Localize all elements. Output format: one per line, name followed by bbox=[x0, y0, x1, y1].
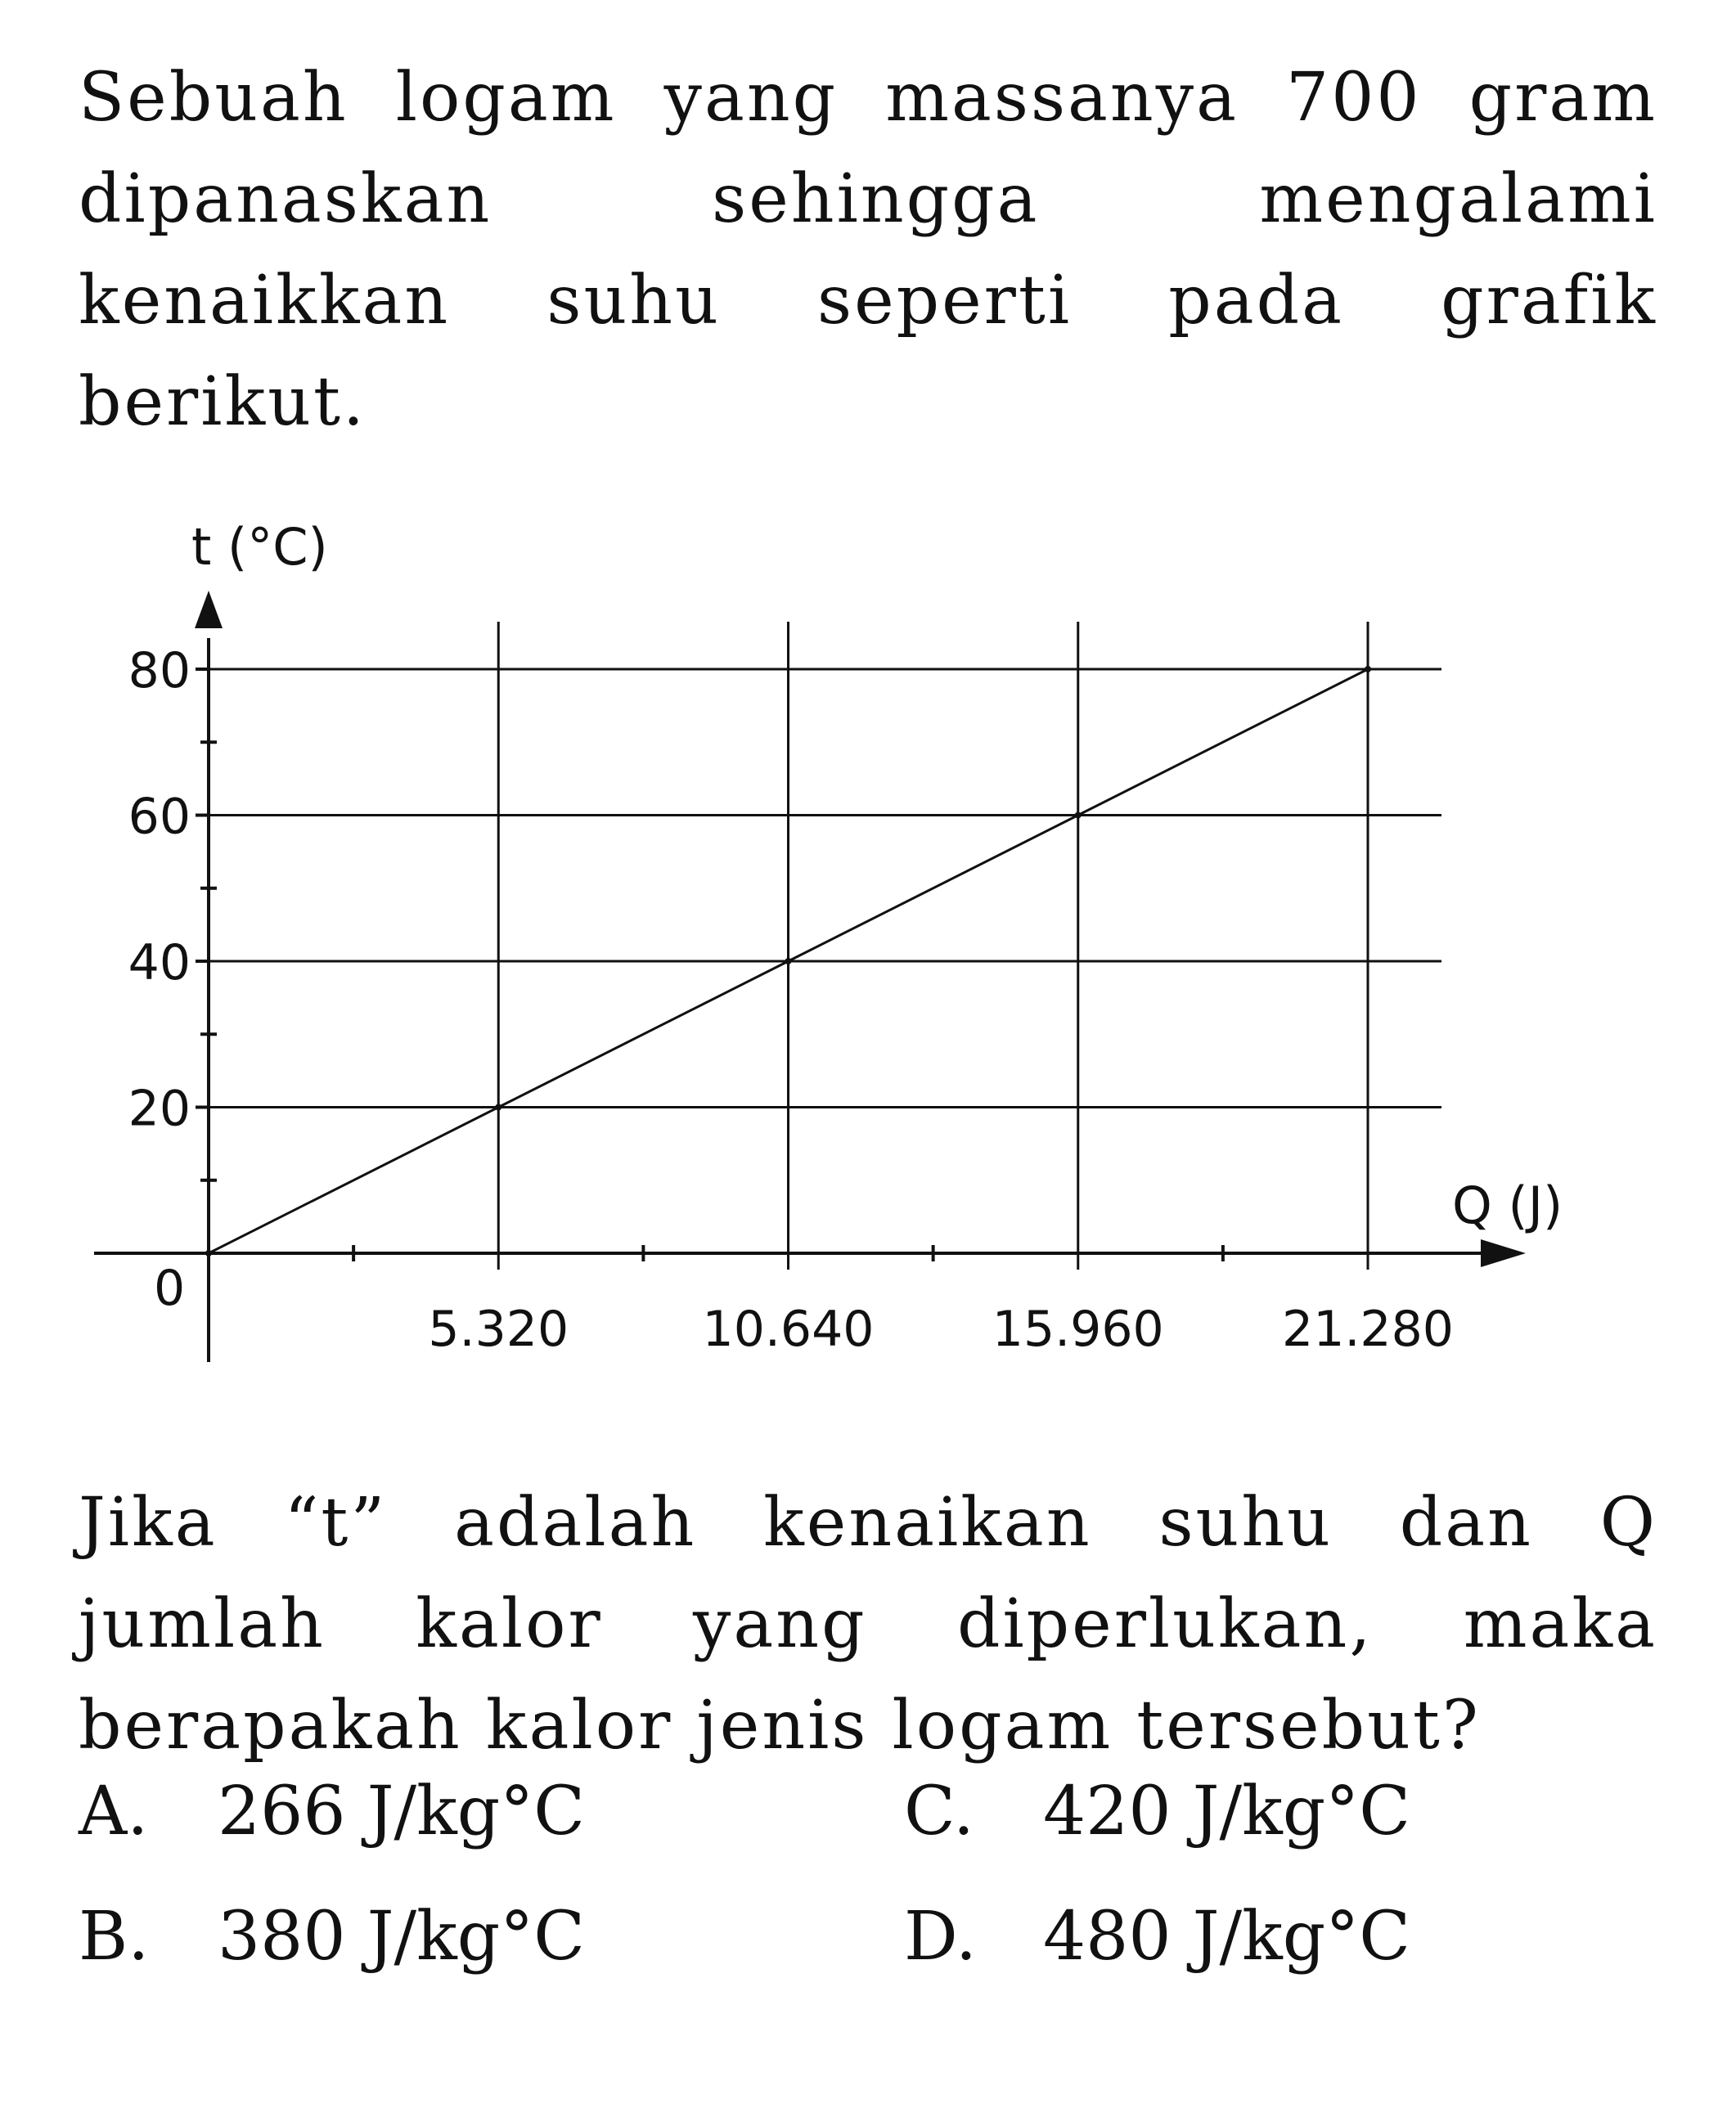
option-d[interactable] bbox=[904, 1896, 1410, 1978]
option-b[interactable] bbox=[79, 1896, 585, 1978]
option-b-value: 380 J/kg°C bbox=[218, 1898, 585, 1976]
option-b-letter: B. bbox=[79, 1898, 150, 1976]
y-tick-labels bbox=[128, 642, 191, 1138]
x-tick-label: 5.320 bbox=[428, 1301, 569, 1358]
x-tick-label: 10.640 bbox=[702, 1301, 875, 1358]
option-d-value: 480 J/kg°C bbox=[1043, 1898, 1410, 1976]
data-point bbox=[495, 1104, 501, 1111]
x-axis-arrow bbox=[1481, 1239, 1526, 1267]
data-point bbox=[1075, 812, 1082, 819]
data-point bbox=[205, 1250, 212, 1257]
data-point bbox=[1365, 666, 1371, 672]
data-point bbox=[785, 958, 792, 964]
option-c-value: 420 J/kg°C bbox=[1043, 1773, 1410, 1850]
option-c-letter: C. bbox=[904, 1773, 974, 1850]
origin-label: 0 bbox=[154, 1260, 186, 1317]
chart-axes bbox=[94, 591, 1526, 1362]
x-axis-label: Q (J) bbox=[1452, 1176, 1563, 1235]
y-tick-label: 40 bbox=[128, 934, 191, 991]
y-tick-label: 20 bbox=[128, 1080, 191, 1138]
x-tick-label: 21.280 bbox=[1282, 1301, 1454, 1358]
x-tick-label: 15.960 bbox=[992, 1301, 1164, 1358]
option-d-letter: D. bbox=[904, 1898, 977, 1976]
y-axis-arrow bbox=[195, 591, 223, 628]
x-tick-labels bbox=[428, 1301, 1454, 1358]
option-a[interactable] bbox=[79, 1771, 585, 1853]
y-tick-label: 60 bbox=[128, 788, 191, 846]
option-c[interactable] bbox=[904, 1771, 1410, 1853]
option-a-letter: A. bbox=[79, 1773, 149, 1850]
question-text: Jika “t” adalah kenaikan suhu dan Q jumlah kalor yang diperlukan, maka berapakah kalor jenis logam tersebut? bbox=[79, 1484, 1657, 1765]
y-axis-label: t (°C) bbox=[191, 517, 328, 577]
y-tick-label: 80 bbox=[128, 642, 191, 699]
intro-text: Sebuah logam yang massanya 700 gram dipanaskan sehingga mengalami kenaikkan suhu seperti pada grafik berikut. bbox=[79, 59, 1657, 441]
option-a-value: 266 J/kg°C bbox=[218, 1773, 585, 1850]
